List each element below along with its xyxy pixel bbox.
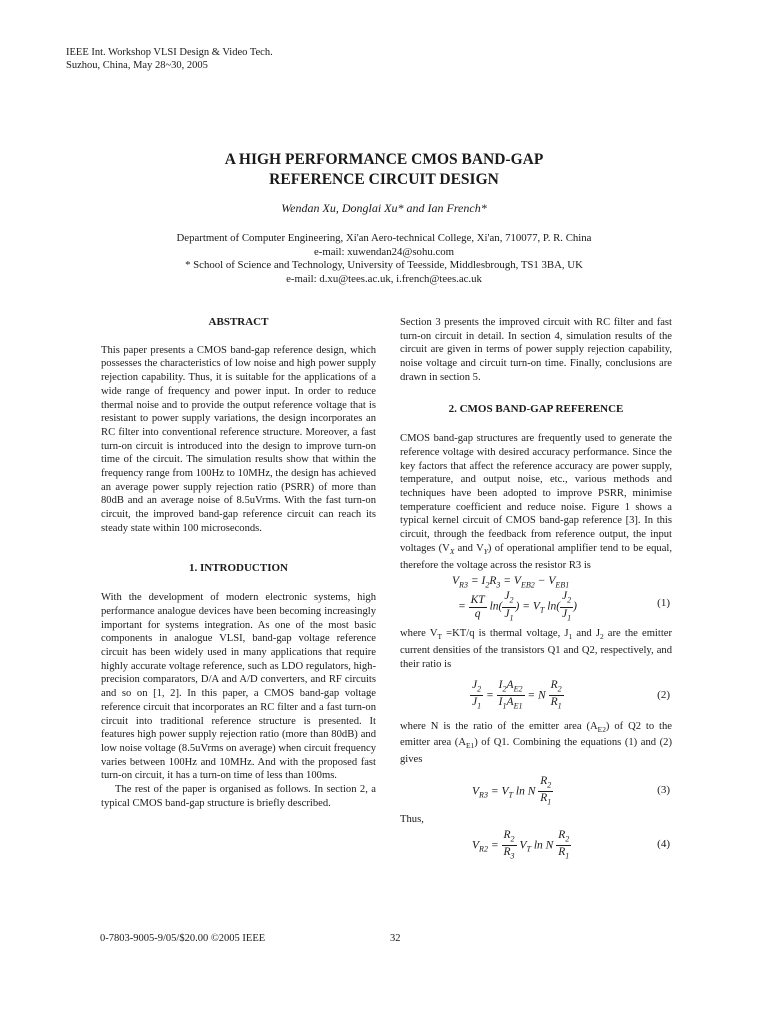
section-2-para-1: CMOS band-gap structures are frequently used to generate the reference voltage with desired accuracy performance. Since the key factors that affect the reference accuracy are power supply, temperature, and output noise, etc., various methods and techniques have been adopted to improve PSRR, minimise temperature coefficient and reduce noise. Figure 1 shows a typical kernel circuit of CMOS band-gap reference [3]. In this circuit, through the feedback from reference output, the input voltages ($V_X$ and $V_Y$) of operational amplifier tend to be equal, therefore the voltage across the resistor R3 is [400, 433, 673, 571]
introduction-heading: 1. INTRODUCTION [188, 561, 288, 574]
equation-1-number: (1) [657, 597, 670, 610]
affiliation-2: * School of Science and Technology, University of Teesside, Middlesbrough, TS1 3BA, UK [185, 259, 583, 272]
paper-title [0, 150, 768, 190]
author-list: Wendan Xu, Donglai Xu* and Ian French* [281, 201, 487, 215]
abstract-body: This paper presents a CMOS band-gap reference design, which possesses the characteristics of low noise and high power supply rejection capability. Thus, it is suitable for the applications of a wide range of frequency and power input. In order to reduce thermal noise and to provide the output reference voltage that is resistant to power supply variations, the design incorporates an RC filter into conventional reference structure. Moreover, a fast turn-on circuit is introduced into the design to improve turn-on time of the circuit. The simulation results show that within the frequency range from 100Hz to 10MHz, the design has achieved an average power supply rejection ratio (PSRR) of more than 80dB and an average noise of 8.5uVrms. With the fast turn-on circuit, the improved band-gap reference circuit can reach its steady state within 100 microseconds. [101, 344, 376, 534]
equation-1: $V_{R3} = I_2R_3 = V_{EB2} - V_{EB1}$ = $\frac{KT}{q}$ ln( $\frac{J_2}{J_1}$ ) = $V_T$ ln( $\frac{J_2}{J_1}$ ) (1) [452, 575, 670, 622]
title-line-1: A HIGH PERFORMANCE CMOS BAND-GAP [224, 151, 544, 168]
thus-text: Thus, [400, 813, 424, 825]
equation-2-number: (2) [657, 688, 670, 701]
introduction-para-2: The rest of the paper is organised as follows. In section 2, a typical CMOS band-gap structure is briefly described. [101, 784, 376, 809]
equation-3: $V_{R3} = V_T$ ln N $\frac{R_2}{R_1}$ (3) [472, 774, 670, 807]
page-number: 32 [390, 933, 401, 944]
abstract-heading: ABSTRACT [208, 316, 269, 328]
copyright-notice: 0-7803-9005-9/05/$20.00 ©2005 IEEE [100, 933, 266, 944]
right-column [400, 316, 672, 867]
affiliation-email-1: e-mail: xuwendan24@sohu.com [313, 245, 455, 258]
conference-name: IEEE Int. Workshop VLSI Design & Video Tech. [66, 47, 273, 58]
title-line-2: REFERENCE CIRCUIT DESIGN [269, 171, 499, 188]
equation-4-number: (4) [657, 837, 670, 850]
affiliation-1: Department of Computer Engineering, Xi'an Aero-technical College, Xi'an, 710077, P. R. China [176, 232, 592, 244]
equation-2: $\frac{J_2}{J_1}$ = $\frac{I_2A_{E2}}{I_1A_{E1}}$ = N $\frac{R_2}{R_1}$ (2) [472, 678, 670, 711]
conference-location: Suzhou, China, May 28~30, 2005 [66, 60, 208, 71]
affiliations [0, 232, 768, 286]
affiliation-email-2: e-mail: d.xu@tees.ac.uk, i.french@tees.ac.uk [286, 272, 482, 285]
equation-4: $V_{R2}$ = $\frac{R_2}{R_3}$ $V_T$ ln N $\frac{R_2}{R_1}$ (4) [472, 828, 670, 861]
left-column [101, 316, 376, 811]
section-overview: Section 3 presents the improved circuit with RC filter and fast turn-on circuit in detail. In section 4, simulation results of the circuit are given in terms of power supply rejection capability, noise voltage and circuit turn-on time. Finally, conclusions are drawn in section 5. [400, 317, 672, 383]
conference-header [66, 46, 273, 72]
introduction-para-1: With the development of modern electronic systems, high performance analogue devices have been becoming increasingly important for systems integration. As one of the most basic components in analogue VLSI, band-gap voltage reference circuit has been widely used in many applications that require highly accurate voltage reference, such as LDO regulators, high-precision comparators, D/A and A/D converters, and RF circuits and so on [1, 2]. In this paper, a CMOS band-gap voltage reference circuit that incorporates an RC filter and a fast turn-on circuit into traditional reference structure is presented. It features high power supply rejection ratio (more than 80dB) and low noise voltage (8.5uVrms on average) when circuit frequency varies between 100Hz and 10MHz. And with the proposed fast turn-on circuit, it has a turn-on time of less than 100ms. [101, 592, 376, 782]
section-2-para-2: where $V_T =KT/q$ is thermal voltage, $J_1$ and $J_2$ are the emitter current densities of the transistors Q1 and Q2, respectively, and their ratio is [400, 628, 672, 670]
equation-3-number: (3) [657, 783, 670, 796]
section-2-heading: 2. CMOS BAND-GAP REFERENCE [448, 402, 624, 415]
section-2-para-3: where N is the ratio of the emitter area $(A_{E2})$ of Q2 to the emitter area $(A_{E1})$ of Q1. Combining the equations (1) and (2) gives [400, 720, 673, 766]
